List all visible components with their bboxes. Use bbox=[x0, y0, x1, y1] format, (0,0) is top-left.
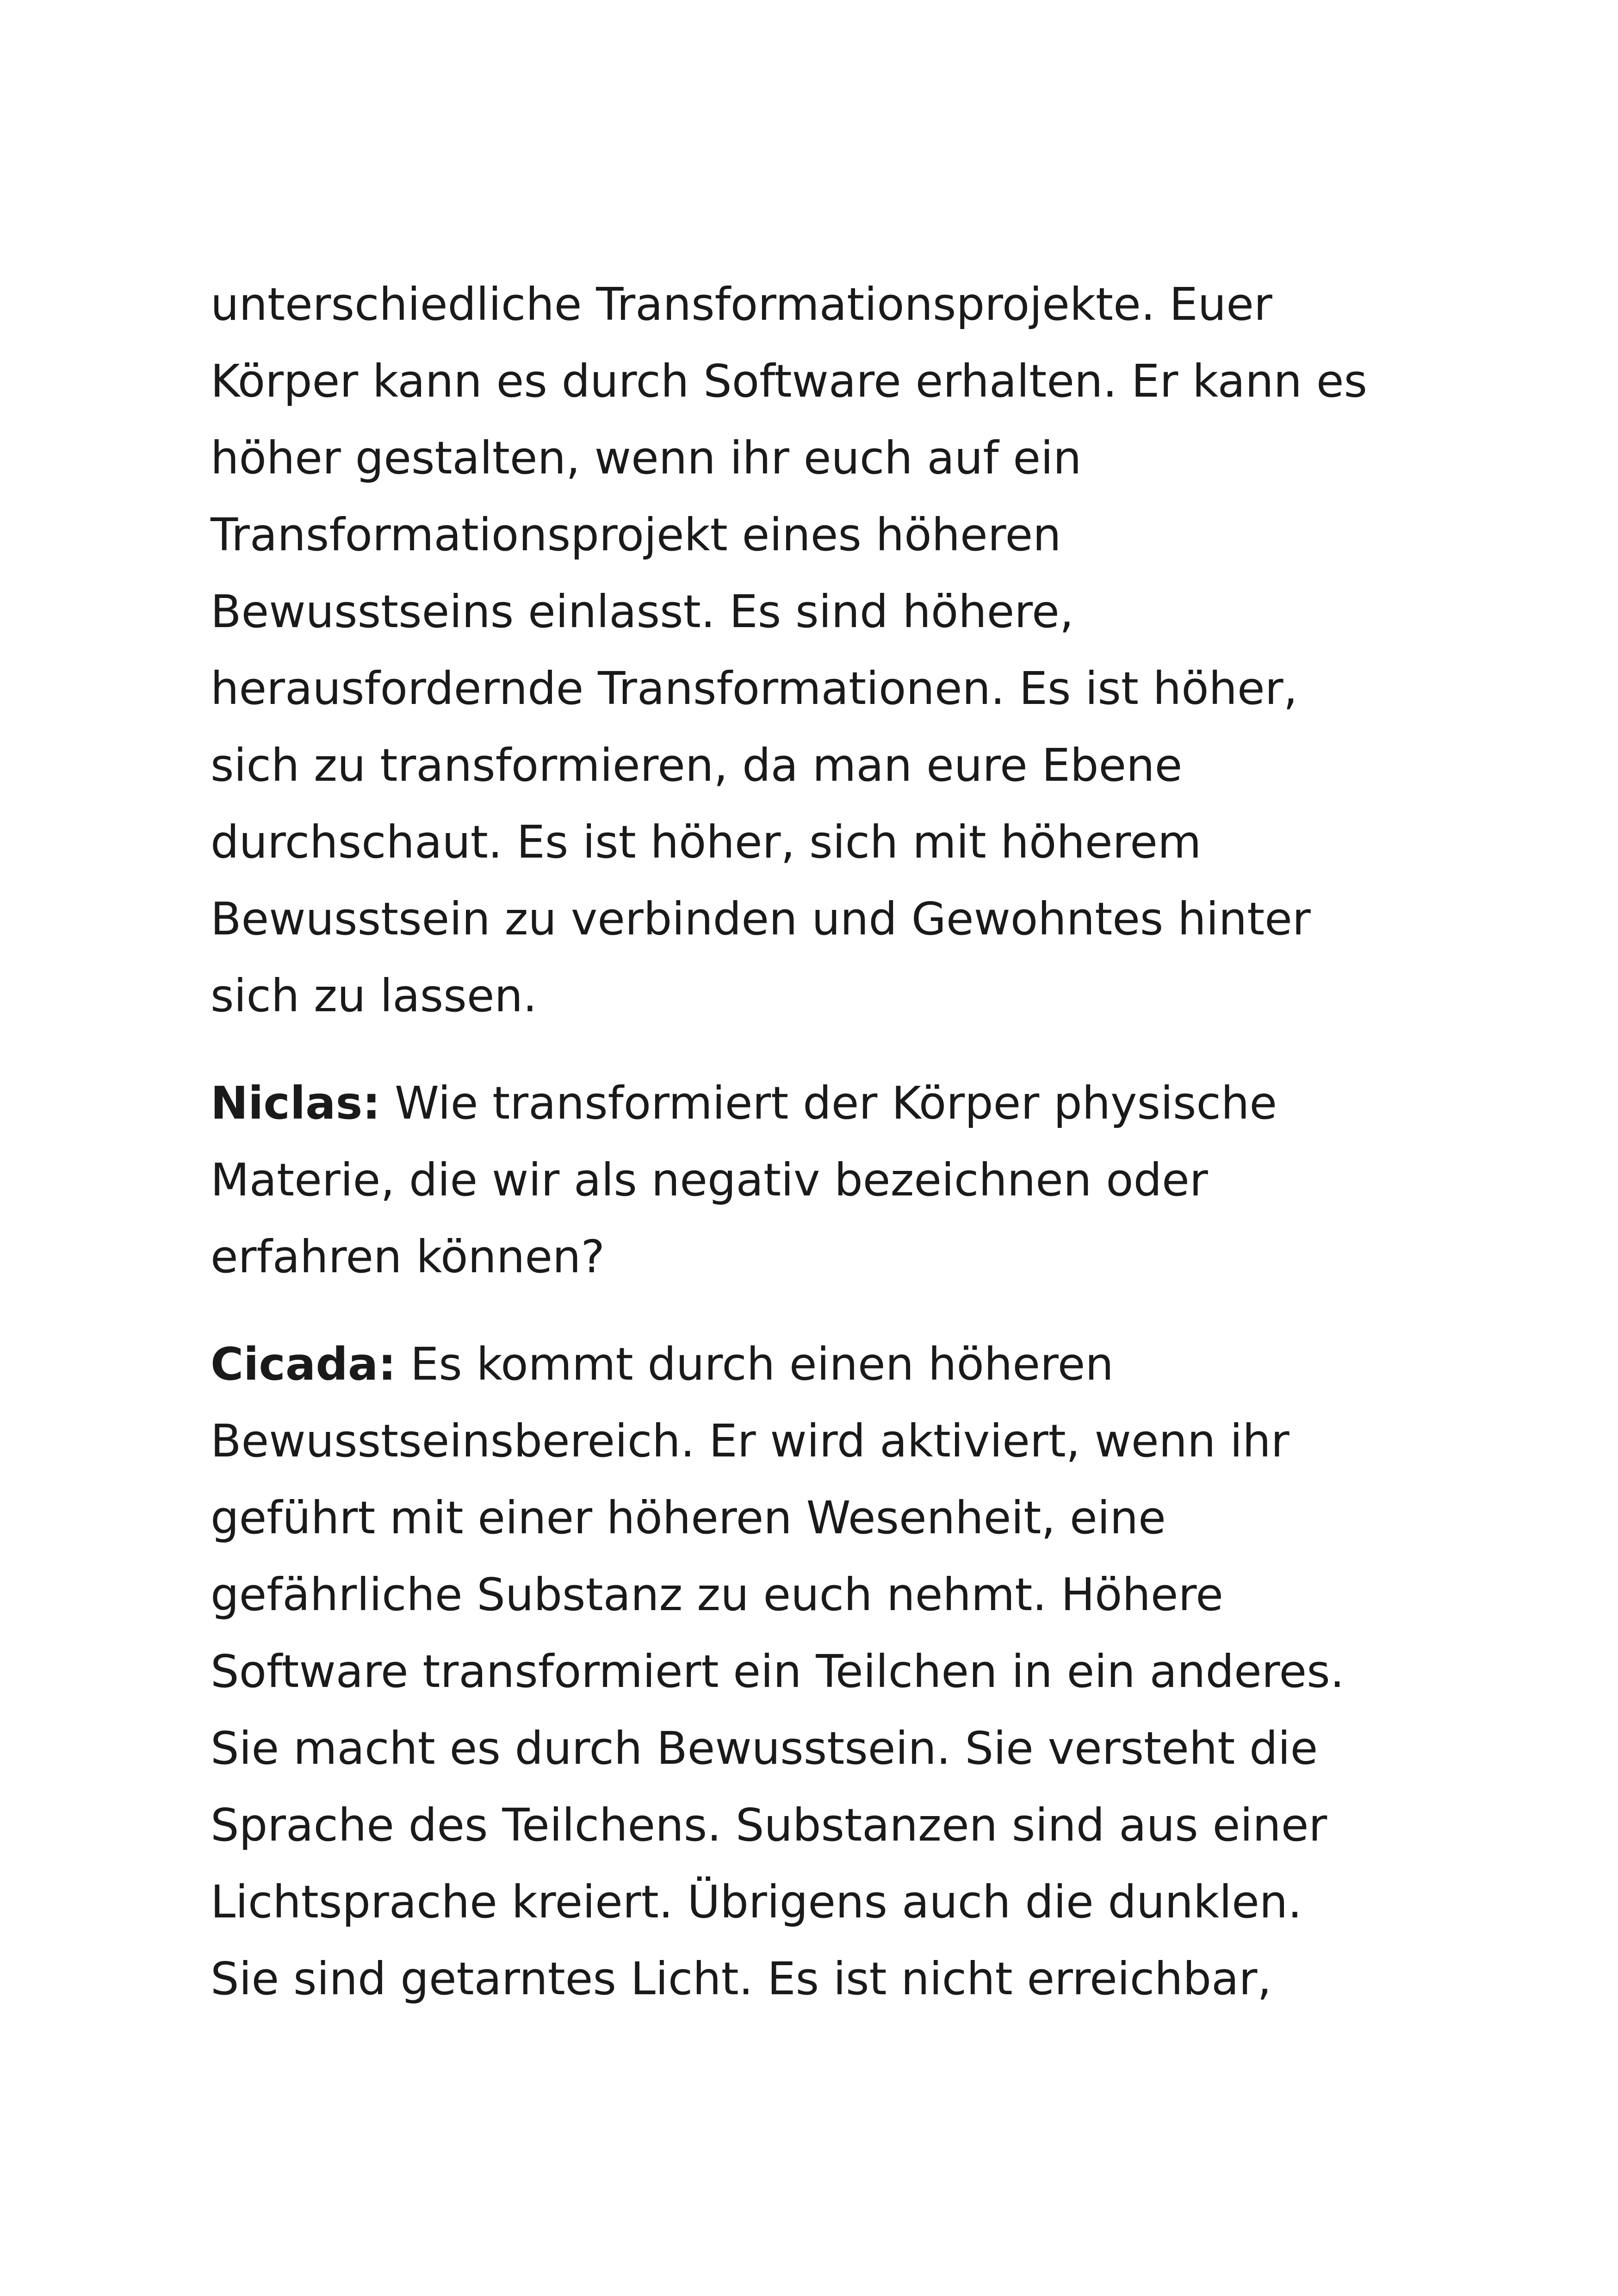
text-line: Bewusstseinsbereich. Er wird aktiviert, wenn ihr bbox=[211, 1415, 1289, 1467]
text-line: Software transformiert ein Teilchen in ein anderes. bbox=[211, 1645, 1345, 1698]
speaker-label: Niclas: bbox=[211, 1077, 381, 1129]
paragraph-cicada bbox=[211, 1326, 1460, 2017]
text-line: geführt mit einer höheren Wesenheit, eine bbox=[211, 1492, 1166, 1544]
text-line: Lichtsprache kreiert. Übrigens auch die dunklen. bbox=[211, 1876, 1302, 1928]
text-line: Sie sind getarntes Licht. Es ist nicht erreichbar, bbox=[211, 1953, 1272, 2005]
text-line bbox=[211, 1326, 1460, 1403]
text-line: höher gestalten, wenn ihr euch auf ein bbox=[211, 432, 1082, 484]
text-line: Transformationsprojekt eines höheren bbox=[211, 509, 1061, 561]
text-line: Bewusstsein zu verbinden und Gewohntes hinter bbox=[211, 893, 1311, 945]
text-line: sich zu transformieren, da man eure Ebene bbox=[211, 739, 1183, 791]
text-line: unterschiedliche Transformationsprojekte. Euer bbox=[211, 278, 1272, 330]
text-line: Körper kann es durch Software erhalten. Er kann es bbox=[211, 355, 1368, 407]
text-line: Sie macht es durch Bewusstsein. Sie versteht die bbox=[211, 1722, 1318, 1774]
text-line: sich zu lassen. bbox=[211, 970, 537, 1022]
speaker-label: Cicada: bbox=[211, 1338, 397, 1390]
text-line: Sprache des Teilchens. Substanzen sind aus einer bbox=[211, 1799, 1327, 1851]
speaker-text: Wie transformiert der Körper physische bbox=[380, 1077, 1277, 1129]
paragraph-cicada-continued bbox=[211, 266, 1460, 1034]
text-line: Materie, die wir als negativ bezeichnen oder bbox=[211, 1154, 1208, 1206]
text-line: herausfordernde Transformationen. Es ist höher, bbox=[211, 662, 1298, 715]
speaker-text: Es kommt durch einen höheren bbox=[396, 1338, 1114, 1390]
text-line: Bewusstseins einlasst. Es sind höhere, bbox=[211, 585, 1074, 638]
text-line bbox=[211, 1065, 1460, 1142]
text-line: erfahren können? bbox=[211, 1231, 605, 1283]
text-line: gefährliche Substanz zu euch nehmt. Höhere bbox=[211, 1568, 1223, 1621]
paragraph-niclas bbox=[211, 1065, 1460, 1295]
document-page bbox=[211, 266, 1460, 2017]
text-line: durchschaut. Es ist höher, sich mit höherem bbox=[211, 816, 1202, 868]
